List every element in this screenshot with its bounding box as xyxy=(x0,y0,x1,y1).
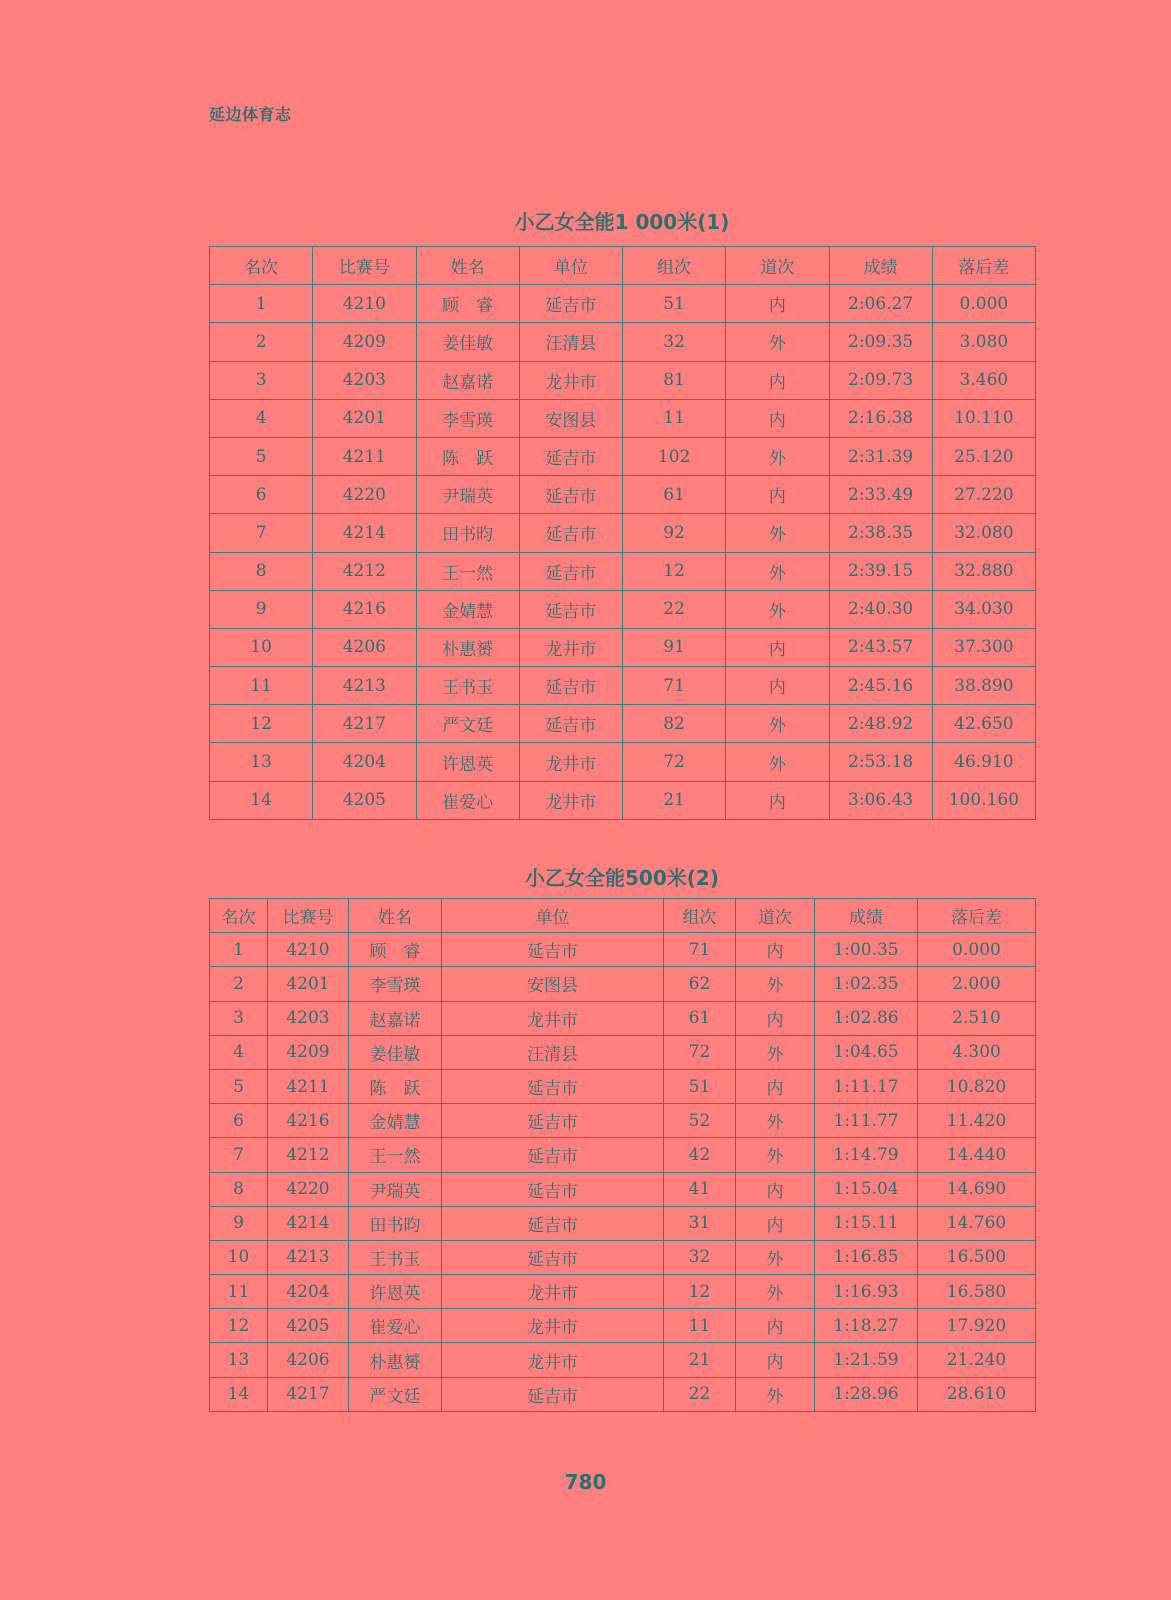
table-row xyxy=(210,1309,1036,1343)
table-cell: 4205 xyxy=(268,1309,349,1343)
table-row xyxy=(210,781,1036,819)
table-cell: 外 xyxy=(726,514,829,552)
table-cell: 延吉市 xyxy=(442,1377,664,1411)
table-cell: 12 xyxy=(623,552,726,590)
table-cell: 38.890 xyxy=(932,667,1035,705)
table-cell: 4203 xyxy=(268,1001,349,1035)
table-cell: 2:45.16 xyxy=(829,667,932,705)
table-cell: 外 xyxy=(726,552,829,590)
table-cell: 内 xyxy=(726,476,829,514)
table-cell: 11 xyxy=(210,1275,268,1309)
table-cell: 21 xyxy=(623,781,726,819)
table-cell: 4211 xyxy=(313,437,416,475)
table-cell: 延吉市 xyxy=(442,1172,664,1206)
table-cell: 1 xyxy=(210,285,313,323)
table-cell: 龙井市 xyxy=(519,628,622,666)
table-cell: 32 xyxy=(623,323,726,361)
table-cell: 外 xyxy=(726,743,829,781)
table-cell: 3:06.43 xyxy=(829,781,932,819)
table-cell: 外 xyxy=(736,1104,815,1138)
table-cell: 内 xyxy=(726,361,829,399)
table-cell: 内 xyxy=(736,1172,815,1206)
table-cell: 21.240 xyxy=(918,1343,1036,1377)
table-cell: 4203 xyxy=(313,361,416,399)
table-cell: 4216 xyxy=(268,1104,349,1138)
table-cell: 1:00.35 xyxy=(815,933,918,967)
table-row xyxy=(210,1172,1036,1206)
table-cell: 13 xyxy=(210,1343,268,1377)
table-cell: 龙井市 xyxy=(442,1275,664,1309)
table-cell: 龙井市 xyxy=(519,361,622,399)
table-cell: 龙井市 xyxy=(442,1309,664,1343)
table-cell: 尹瑞英 xyxy=(349,1172,442,1206)
table-cell: 4 xyxy=(210,399,313,437)
table-cell: 金婧慧 xyxy=(416,590,519,628)
column-header: 道次 xyxy=(726,247,829,285)
table-cell: 尹瑞英 xyxy=(416,476,519,514)
table-cell: 5 xyxy=(210,437,313,475)
table-cell: 91 xyxy=(623,628,726,666)
table-cell: 王书玉 xyxy=(349,1240,442,1274)
table-cell: 龙井市 xyxy=(442,1343,664,1377)
table-cell: 32 xyxy=(664,1240,736,1274)
table-cell: 102 xyxy=(623,437,726,475)
table-row xyxy=(210,476,1036,514)
table-cell: 顾 睿 xyxy=(349,933,442,967)
column-header: 单位 xyxy=(519,247,622,285)
table-cell: 内 xyxy=(736,933,815,967)
table-cell: 田书昀 xyxy=(349,1206,442,1240)
table-cell: 4213 xyxy=(313,667,416,705)
table-cell: 9 xyxy=(210,1206,268,1240)
table-cell: 16.500 xyxy=(918,1240,1036,1274)
table-cell: 3 xyxy=(210,1001,268,1035)
column-header: 单位 xyxy=(442,899,664,933)
table-cell: 田书昀 xyxy=(416,514,519,552)
table-cell: 4209 xyxy=(268,1035,349,1069)
table-cell: 12 xyxy=(210,1309,268,1343)
table-cell: 8 xyxy=(210,552,313,590)
table-cell: 4220 xyxy=(313,476,416,514)
table-cell: 外 xyxy=(736,1275,815,1309)
table-cell: 2 xyxy=(210,323,313,361)
table-cell: 12 xyxy=(664,1275,736,1309)
table-cell: 姜佳敏 xyxy=(349,1035,442,1069)
table-row xyxy=(210,1104,1036,1138)
table-cell: 14.690 xyxy=(918,1172,1036,1206)
table-cell: 崔爱心 xyxy=(416,781,519,819)
table-cell: 许恩英 xyxy=(416,743,519,781)
table-cell: 内 xyxy=(736,1206,815,1240)
table-cell: 王一然 xyxy=(416,552,519,590)
table-cell: 内 xyxy=(736,1309,815,1343)
table-cell: 92 xyxy=(623,514,726,552)
table-cell: 2:31.39 xyxy=(829,437,932,475)
table-cell: 82 xyxy=(623,705,726,743)
table-cell: 2:43.57 xyxy=(829,628,932,666)
table-cell: 4214 xyxy=(313,514,416,552)
table-row xyxy=(210,590,1036,628)
table-cell: 延吉市 xyxy=(519,590,622,628)
table-cell: 4201 xyxy=(313,399,416,437)
table-header-row xyxy=(210,247,1036,285)
table-cell: 2:09.35 xyxy=(829,323,932,361)
table-row xyxy=(210,323,1036,361)
table-cell: 8 xyxy=(210,1172,268,1206)
table-row xyxy=(210,628,1036,666)
table-cell: 10.110 xyxy=(932,399,1035,437)
table-cell: 4214 xyxy=(268,1206,349,1240)
table-cell: 朴惠赟 xyxy=(416,628,519,666)
table-cell: 4220 xyxy=(268,1172,349,1206)
table-cell: 汪清县 xyxy=(442,1035,664,1069)
table-row xyxy=(210,1001,1036,1035)
table-cell: 6 xyxy=(210,1104,268,1138)
table-cell: 13 xyxy=(210,743,313,781)
table-cell: 龙井市 xyxy=(442,1001,664,1035)
table-cell: 外 xyxy=(736,1240,815,1274)
table-cell: 延吉市 xyxy=(519,552,622,590)
table-cell: 3 xyxy=(210,361,313,399)
table-cell: 王一然 xyxy=(349,1138,442,1172)
table-cell: 9 xyxy=(210,590,313,628)
table-cell: 1:16.93 xyxy=(815,1275,918,1309)
table-cell: 11 xyxy=(623,399,726,437)
table-cell: 延吉市 xyxy=(519,514,622,552)
column-header: 比赛号 xyxy=(313,247,416,285)
table-cell: 2:06.27 xyxy=(829,285,932,323)
table-cell: 6 xyxy=(210,476,313,514)
table-cell: 10 xyxy=(210,1240,268,1274)
table-row xyxy=(210,1138,1036,1172)
table-cell: 1:15.04 xyxy=(815,1172,918,1206)
table-cell: 16.580 xyxy=(918,1275,1036,1309)
table-cell: 4217 xyxy=(268,1377,349,1411)
column-header: 成绩 xyxy=(829,247,932,285)
table-cell: 安图县 xyxy=(442,967,664,1001)
table-cell: 汪清县 xyxy=(519,323,622,361)
table-cell: 46.910 xyxy=(932,743,1035,781)
table-cell: 1:16.85 xyxy=(815,1240,918,1274)
page-number: 780 xyxy=(564,1470,607,1494)
table-cell: 31 xyxy=(664,1206,736,1240)
table-cell: 顾 睿 xyxy=(416,285,519,323)
table-cell: 14.760 xyxy=(918,1206,1036,1240)
column-header: 道次 xyxy=(736,899,815,933)
column-header: 名次 xyxy=(210,247,313,285)
results-table-1000m xyxy=(209,246,1036,820)
table-cell: 11 xyxy=(210,667,313,705)
table-cell: 延吉市 xyxy=(519,285,622,323)
table-row xyxy=(210,285,1036,323)
table-cell: 7 xyxy=(210,1138,268,1172)
table-row xyxy=(210,361,1036,399)
table-cell: 4209 xyxy=(313,323,416,361)
table-cell: 2:09.73 xyxy=(829,361,932,399)
column-header: 比赛号 xyxy=(268,899,349,933)
table-cell: 许恩英 xyxy=(349,1275,442,1309)
table-cell: 41 xyxy=(664,1172,736,1206)
table-cell: 51 xyxy=(664,1069,736,1103)
table-cell: 延吉市 xyxy=(442,1069,664,1103)
column-header: 成绩 xyxy=(815,899,918,933)
table-cell: 42 xyxy=(664,1138,736,1172)
table-cell: 延吉市 xyxy=(442,1138,664,1172)
table-cell: 赵嘉诺 xyxy=(349,1001,442,1035)
table-cell: 4204 xyxy=(313,743,416,781)
table-cell: 71 xyxy=(664,933,736,967)
table-cell: 4210 xyxy=(313,285,416,323)
column-header: 落后差 xyxy=(932,247,1035,285)
table-cell: 3.080 xyxy=(932,323,1035,361)
table-cell: 12 xyxy=(210,705,313,743)
table2-title: 小乙女全能500米(2) xyxy=(525,866,719,890)
table-cell: 李雪瑛 xyxy=(416,399,519,437)
table-cell: 11 xyxy=(664,1309,736,1343)
table-cell: 内 xyxy=(726,781,829,819)
table-cell: 内 xyxy=(726,667,829,705)
table-cell: 4213 xyxy=(268,1240,349,1274)
table-cell: 2:38.35 xyxy=(829,514,932,552)
table-cell: 4210 xyxy=(268,933,349,967)
table-cell: 延吉市 xyxy=(442,1240,664,1274)
column-header: 组次 xyxy=(623,247,726,285)
table-row xyxy=(210,743,1036,781)
running-head: 延边体育志 xyxy=(209,105,292,124)
table-cell: 1:11.17 xyxy=(815,1069,918,1103)
table-cell: 2:33.49 xyxy=(829,476,932,514)
table-cell: 内 xyxy=(736,1001,815,1035)
table-cell: 4212 xyxy=(268,1138,349,1172)
table-cell: 1:11.77 xyxy=(815,1104,918,1138)
table-cell: 外 xyxy=(736,1035,815,1069)
table-cell: 14.440 xyxy=(918,1138,1036,1172)
table-cell: 1 xyxy=(210,933,268,967)
table-cell: 1:18.27 xyxy=(815,1309,918,1343)
column-header: 落后差 xyxy=(918,899,1036,933)
table-cell: 李雪瑛 xyxy=(349,967,442,1001)
table-cell: 5 xyxy=(210,1069,268,1103)
table-cell: 1:02.35 xyxy=(815,967,918,1001)
table-cell: 27.220 xyxy=(932,476,1035,514)
table-cell: 外 xyxy=(736,1138,815,1172)
table-cell: 延吉市 xyxy=(519,437,622,475)
table-row xyxy=(210,1343,1036,1377)
table-cell: 72 xyxy=(664,1035,736,1069)
table-cell: 2:16.38 xyxy=(829,399,932,437)
table-cell: 内 xyxy=(736,1343,815,1377)
table-cell: 1:15.11 xyxy=(815,1206,918,1240)
table-cell: 2:48.92 xyxy=(829,705,932,743)
table-cell: 延吉市 xyxy=(519,476,622,514)
table-cell: 4206 xyxy=(268,1343,349,1377)
column-header: 姓名 xyxy=(349,899,442,933)
table-row xyxy=(210,399,1036,437)
table-cell: 1:04.65 xyxy=(815,1035,918,1069)
results-table-500m xyxy=(209,898,1036,1412)
table-cell: 姜佳敏 xyxy=(416,323,519,361)
table-cell: 28.610 xyxy=(918,1377,1036,1411)
table-cell: 2 xyxy=(210,967,268,1001)
table-cell: 内 xyxy=(726,628,829,666)
table-cell: 2:40.30 xyxy=(829,590,932,628)
table-cell: 4217 xyxy=(313,705,416,743)
table-cell: 陈 跃 xyxy=(416,437,519,475)
table-cell: 14 xyxy=(210,1377,268,1411)
table-cell: 62 xyxy=(664,967,736,1001)
table-cell: 金婧慧 xyxy=(349,1104,442,1138)
table-cell: 4212 xyxy=(313,552,416,590)
table-row xyxy=(210,705,1036,743)
table-cell: 100.160 xyxy=(932,781,1035,819)
table-cell: 延吉市 xyxy=(442,933,664,967)
table-cell: 81 xyxy=(623,361,726,399)
table-cell: 32.080 xyxy=(932,514,1035,552)
table-cell: 37.300 xyxy=(932,628,1035,666)
table-cell: 61 xyxy=(664,1001,736,1035)
table-row xyxy=(210,552,1036,590)
table-cell: 外 xyxy=(726,437,829,475)
table-cell: 14 xyxy=(210,781,313,819)
table-cell: 内 xyxy=(736,1069,815,1103)
table-row xyxy=(210,1206,1036,1240)
table-cell: 34.030 xyxy=(932,590,1035,628)
table-cell: 龙井市 xyxy=(519,743,622,781)
table-cell: 龙井市 xyxy=(519,781,622,819)
table-row xyxy=(210,1377,1036,1411)
table-cell: 1:28.96 xyxy=(815,1377,918,1411)
table-row xyxy=(210,1240,1036,1274)
table-cell: 外 xyxy=(736,1377,815,1411)
table-cell: 严文廷 xyxy=(416,705,519,743)
table-row xyxy=(210,967,1036,1001)
table-cell: 4205 xyxy=(313,781,416,819)
table-cell: 25.120 xyxy=(932,437,1035,475)
table-row xyxy=(210,1275,1036,1309)
table-cell: 42.650 xyxy=(932,705,1035,743)
table-header-row xyxy=(210,899,1036,933)
table-cell: 0.000 xyxy=(932,285,1035,323)
table-cell: 61 xyxy=(623,476,726,514)
table-cell: 0.000 xyxy=(918,933,1036,967)
table-cell: 2:53.18 xyxy=(829,743,932,781)
table-cell: 4216 xyxy=(313,590,416,628)
column-header: 名次 xyxy=(210,899,268,933)
table-cell: 11.420 xyxy=(918,1104,1036,1138)
table-cell: 延吉市 xyxy=(519,667,622,705)
table-cell: 延吉市 xyxy=(442,1104,664,1138)
table-cell: 延吉市 xyxy=(442,1206,664,1240)
table-cell: 崔爱心 xyxy=(349,1309,442,1343)
table-row xyxy=(210,667,1036,705)
table-cell: 2.000 xyxy=(918,967,1036,1001)
table-cell: 4 xyxy=(210,1035,268,1069)
table-row xyxy=(210,437,1036,475)
column-header: 组次 xyxy=(664,899,736,933)
table-cell: 2:39.15 xyxy=(829,552,932,590)
table-row xyxy=(210,514,1036,552)
table-cell: 51 xyxy=(623,285,726,323)
table-row xyxy=(210,1069,1036,1103)
table-cell: 内 xyxy=(726,285,829,323)
table-cell: 陈 跃 xyxy=(349,1069,442,1103)
table-cell: 4206 xyxy=(313,628,416,666)
column-header: 姓名 xyxy=(416,247,519,285)
table-cell: 外 xyxy=(736,967,815,1001)
table-row xyxy=(210,1035,1036,1069)
table-cell: 延吉市 xyxy=(519,705,622,743)
table-cell: 72 xyxy=(623,743,726,781)
table-cell: 严文廷 xyxy=(349,1377,442,1411)
table-cell: 朴惠赟 xyxy=(349,1343,442,1377)
table-cell: 赵嘉诺 xyxy=(416,361,519,399)
table-cell: 1:21.59 xyxy=(815,1343,918,1377)
table-cell: 10.820 xyxy=(918,1069,1036,1103)
table-cell: 4211 xyxy=(268,1069,349,1103)
table-cell: 71 xyxy=(623,667,726,705)
table-cell: 17.920 xyxy=(918,1309,1036,1343)
table-cell: 外 xyxy=(726,323,829,361)
table-cell: 4.300 xyxy=(918,1035,1036,1069)
table-cell: 1:02.86 xyxy=(815,1001,918,1035)
table-cell: 外 xyxy=(726,590,829,628)
table-cell: 1:14.79 xyxy=(815,1138,918,1172)
table-cell: 4201 xyxy=(268,967,349,1001)
table-cell: 王书玉 xyxy=(416,667,519,705)
table-cell: 22 xyxy=(623,590,726,628)
table-cell: 3.460 xyxy=(932,361,1035,399)
table-cell: 7 xyxy=(210,514,313,552)
table-cell: 2.510 xyxy=(918,1001,1036,1035)
table-cell: 4204 xyxy=(268,1275,349,1309)
table-cell: 21 xyxy=(664,1343,736,1377)
table-cell: 22 xyxy=(664,1377,736,1411)
table1-title: 小乙女全能1 000米(1) xyxy=(514,210,730,234)
table-cell: 内 xyxy=(726,399,829,437)
table-cell: 52 xyxy=(664,1104,736,1138)
table-cell: 安图县 xyxy=(519,399,622,437)
table-cell: 外 xyxy=(726,705,829,743)
table-cell: 10 xyxy=(210,628,313,666)
table-row xyxy=(210,933,1036,967)
table-cell: 32.880 xyxy=(932,552,1035,590)
